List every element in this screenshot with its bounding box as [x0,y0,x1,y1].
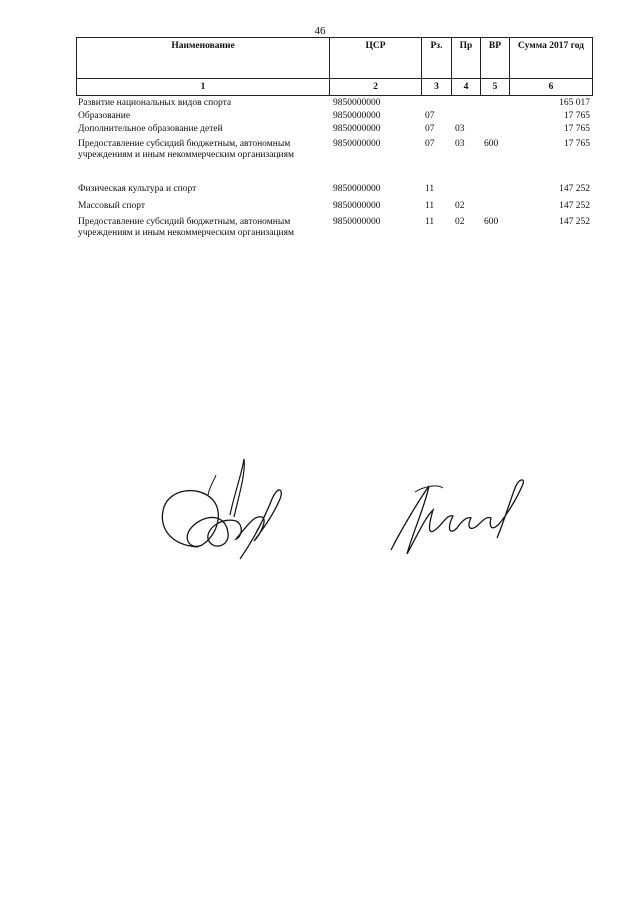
row-csr: 9850000000 [333,98,381,108]
row-name: Дополнительное образование детей [78,124,223,134]
header-vr: ВР [481,38,510,79]
row-name: Массовый спорт [78,201,146,211]
table-row [76,201,592,215]
row-rz: 07 [425,124,435,134]
row-rz: 11 [425,184,435,194]
column-number: 3 [422,79,452,96]
row-pr: 03 [455,124,465,134]
table-row [76,184,592,198]
row-rz: 07 [425,139,435,149]
column-number: 4 [452,79,481,96]
table-row [76,139,592,185]
column-number: 6 [510,79,593,96]
row-sum: 17 765 [563,111,590,121]
row-sum: 17 765 [563,139,590,149]
header-sum: Сумма 2017 год [510,38,593,79]
row-rz: 11 [425,217,435,227]
table-row [76,98,592,112]
row-pr: 02 [455,217,465,227]
row-rz: 07 [425,111,435,121]
signature-right [385,470,535,570]
row-pr: 03 [455,139,465,149]
column-number: 1 [77,79,330,96]
signature-left [150,455,300,565]
header-csr: ЦСР [330,38,422,79]
row-name: Предоставление субсидий бюджетным, автономным учреждениям и иным некоммерческим организациям [78,139,295,160]
row-name: Образование [78,111,131,121]
header-rz: Рз. [422,38,452,79]
row-sum: 147 252 [559,217,590,227]
row-pr: 02 [455,201,465,211]
row-name: Развитие национальных видов спорта [78,98,232,108]
column-number: 2 [330,79,422,96]
budget-table-header [76,37,593,96]
row-sum: 147 252 [559,184,590,194]
header-name: Наименование [77,38,330,79]
row-rz: 11 [425,201,435,211]
row-sum: 17 765 [563,124,590,134]
row-name: Физическая культура и спорт [78,184,197,194]
row-vr: 600 [484,217,499,227]
row-csr: 9850000000 [333,217,381,227]
table-row [76,217,592,243]
row-csr: 9850000000 [333,201,381,211]
row-sum: 165 017 [559,98,590,108]
row-csr: 9850000000 [333,139,381,149]
row-vr: 600 [484,139,499,149]
page-number: 46 [314,25,326,37]
table-row [76,111,592,125]
header-pr: Пр [452,38,481,79]
row-csr: 9850000000 [333,124,381,134]
row-sum: 147 252 [559,201,590,211]
row-csr: 9850000000 [333,184,381,194]
table-row [76,124,592,138]
row-name: Предоставление субсидий бюджетным, автономным учреждениям и иным некоммерческим организациям [78,217,295,238]
column-number: 5 [481,79,510,96]
row-csr: 9850000000 [333,111,381,121]
